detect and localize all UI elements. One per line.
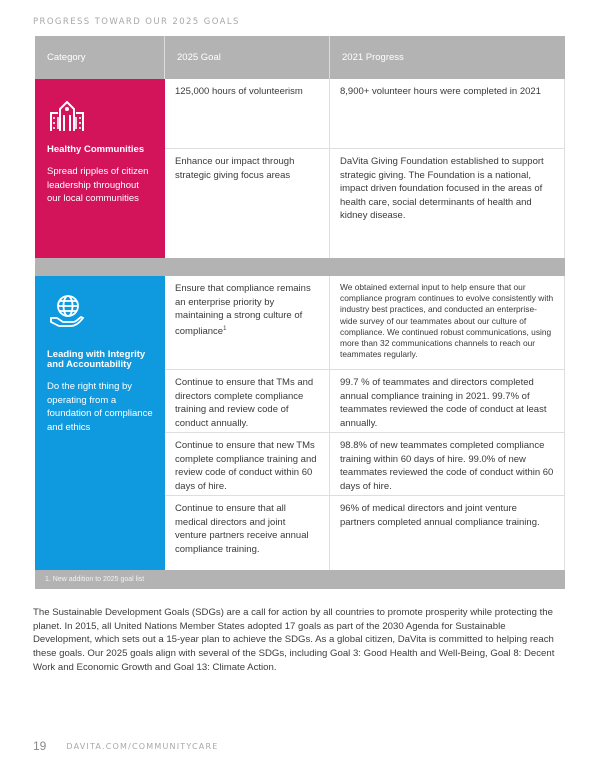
category-cell	[35, 276, 165, 570]
table-row	[165, 79, 564, 149]
goal-cell: Continue to ensure that all medical directors and joint venture partners receive annual compliance training.	[165, 496, 330, 570]
table-row	[165, 496, 564, 570]
progress-cell: DaVita Giving Foundation established to support strategic giving. The Foundation is a national, impact driven foundation focused in the areas of health care, social determinants of health and kidney disease.	[340, 156, 544, 221]
progress-cell: We obtained external input to help ensure that our compliance program continues to evolve consistently with industry best practices, and conducted an enterprise-wide survey of our teammates about our culture of compliance. We continued robust communications, using more than 32 communications channels to reach our teammates regularly.	[340, 282, 554, 360]
group-integrity-accountability	[35, 276, 565, 570]
table-row	[165, 370, 564, 433]
group-rows	[165, 79, 565, 258]
footer-url[interactable]: DAVITA.COM/COMMUNITYCARE	[66, 741, 219, 751]
goal-cell: Enhance our impact through strategic giving focus areas	[165, 149, 330, 258]
group-healthy-communities	[35, 79, 565, 258]
progress-cell: 8,900+ volunteer hours were completed in 2021	[340, 86, 541, 97]
goal-text: Ensure that compliance remains an enterprise priority by maintaining a strong culture of compliance	[175, 283, 311, 337]
group-divider	[35, 258, 565, 276]
section-title: PROGRESS TOWARD OUR 2025 GOALS	[33, 17, 240, 27]
progress-cell: 98.8% of new teammates completed compliance training within 60 days of hire. 99.0% of new teammates reviewed the code of conduct within 60 days of hire.	[340, 440, 554, 492]
header-goal: 2025 Goal	[165, 36, 330, 79]
goal-cell: Continue to ensure that new TMs complete compliance training and review code of conduct within 60 days of hire.	[165, 433, 330, 495]
footnote-marker: 1	[223, 325, 227, 332]
table-row	[165, 276, 564, 370]
goal-cell	[165, 276, 330, 369]
category-name: Healthy Communities	[47, 144, 145, 155]
goals-table	[35, 36, 565, 589]
table-row	[165, 433, 564, 496]
buildings-icon	[47, 95, 87, 135]
table-footnote: 1. New addition to 2025 goal list	[35, 570, 565, 589]
progress-cell: 99.7 % of teammates and directors completed annual compliance training in 2021. 99.7% of teammates reviewed the code of conduct at least annually.	[340, 377, 547, 429]
goal-cell: 125,000 hours of volunteerism	[165, 79, 330, 148]
sdg-paragraph: The Sustainable Development Goals (SDGs) are a call for action by all countries to promote prosperity while protecting the planet. In 2015, all United Nations Member States adopted 17 goals as part of the 2030 Agenda for Sustainable Development, which sets out a 15-year plan to achieve the SDGs. As a global citizen, DaVita is committed to helping reach these goals. Our 2025 goals align with several of the SDGs, including Goal 3: Good Health and Well-Being, Goal 8: Decent Work and Economic Growth and Goal 13: Climate Action.	[33, 607, 555, 673]
progress-cell: 96% of medical directors and joint venture partners completed annual compliance training.	[340, 503, 540, 528]
page-footer	[33, 739, 219, 753]
page-number: 19	[33, 739, 47, 753]
table-row	[165, 149, 564, 258]
goal-cell: Continue to ensure that TMs and directors complete compliance training and review code of conduct annually.	[165, 370, 330, 432]
header-category: Category	[35, 36, 165, 79]
globe-in-hand-icon	[47, 292, 87, 332]
category-name: Leading with Integrity and Accountability	[47, 349, 146, 370]
header-progress: 2021 Progress	[342, 52, 404, 63]
category-description: Spread ripples of citizen leadership throughout our local communities	[47, 166, 149, 204]
category-cell	[35, 79, 165, 258]
group-rows	[165, 276, 565, 570]
table-header	[35, 36, 565, 79]
category-description: Do the right thing by operating from a foundation of compliance and ethics	[47, 381, 153, 433]
